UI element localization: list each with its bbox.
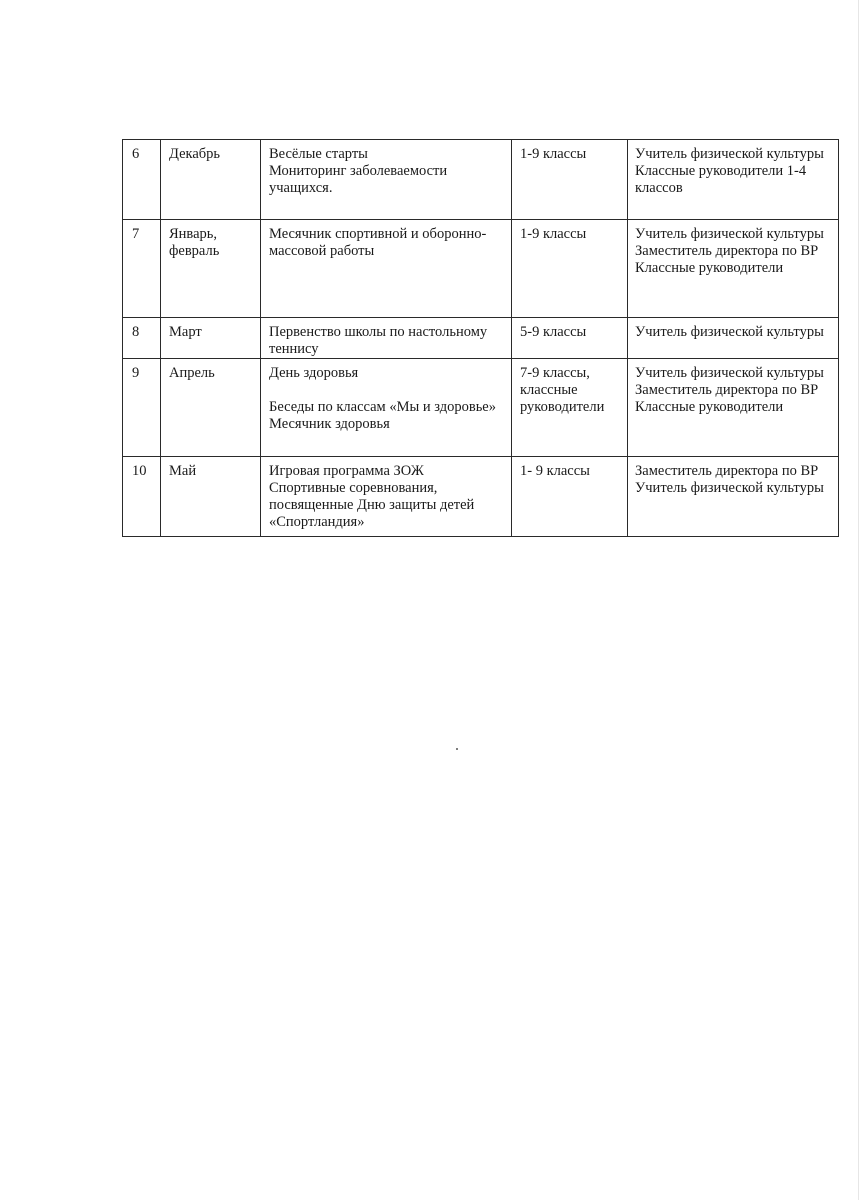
event-cell: Игровая программа ЗОЖ Спортивные соревнования, посвященные Дню защиты детей «Спортландия» [261, 457, 512, 537]
event-cell: Весёлые старты Мониторинг заболеваемости учащихся. [261, 140, 512, 220]
responsible-cell: Учитель физической культуры [628, 318, 839, 359]
event-cell: День здоровья Беседы по классам «Мы и здоровье» Месячник здоровья [261, 359, 512, 457]
page-edge-line [858, 0, 859, 1200]
month-cell: Апрель [161, 359, 261, 457]
month-cell: Май [161, 457, 261, 537]
responsible-cell: Учитель физической культуры Заместитель директора по ВР Классные руководители [628, 220, 839, 318]
event-cell: Месячник спортивной и оборонно-массовой работы [261, 220, 512, 318]
responsible-cell: Учитель физической культуры Заместитель директора по ВР Классные руководители [628, 359, 839, 457]
events-table [122, 139, 839, 537]
row-number: 6 [123, 140, 161, 220]
month-cell: Декабрь [161, 140, 261, 220]
table-row [123, 359, 839, 457]
event-cell: Первенство школы по настольному теннису [261, 318, 512, 359]
month-cell: Январь, февраль [161, 220, 261, 318]
responsible-cell: Заместитель директора по ВР Учитель физической культуры [628, 457, 839, 537]
scan-speck [456, 748, 458, 750]
classes-cell: 5-9 классы [512, 318, 628, 359]
classes-cell: 1-9 классы [512, 140, 628, 220]
classes-cell: 7-9 классы, классные руководители [512, 359, 628, 457]
table-row [123, 140, 839, 220]
row-number: 9 [123, 359, 161, 457]
table-row [123, 318, 839, 359]
classes-cell: 1-9 классы [512, 220, 628, 318]
responsible-cell: Учитель физической культуры Классные руководители 1-4 классов [628, 140, 839, 220]
row-number: 8 [123, 318, 161, 359]
month-cell: Март [161, 318, 261, 359]
row-number: 7 [123, 220, 161, 318]
table-row [123, 457, 839, 537]
classes-cell: 1- 9 классы [512, 457, 628, 537]
table-row [123, 220, 839, 318]
row-number: 10 [123, 457, 161, 537]
